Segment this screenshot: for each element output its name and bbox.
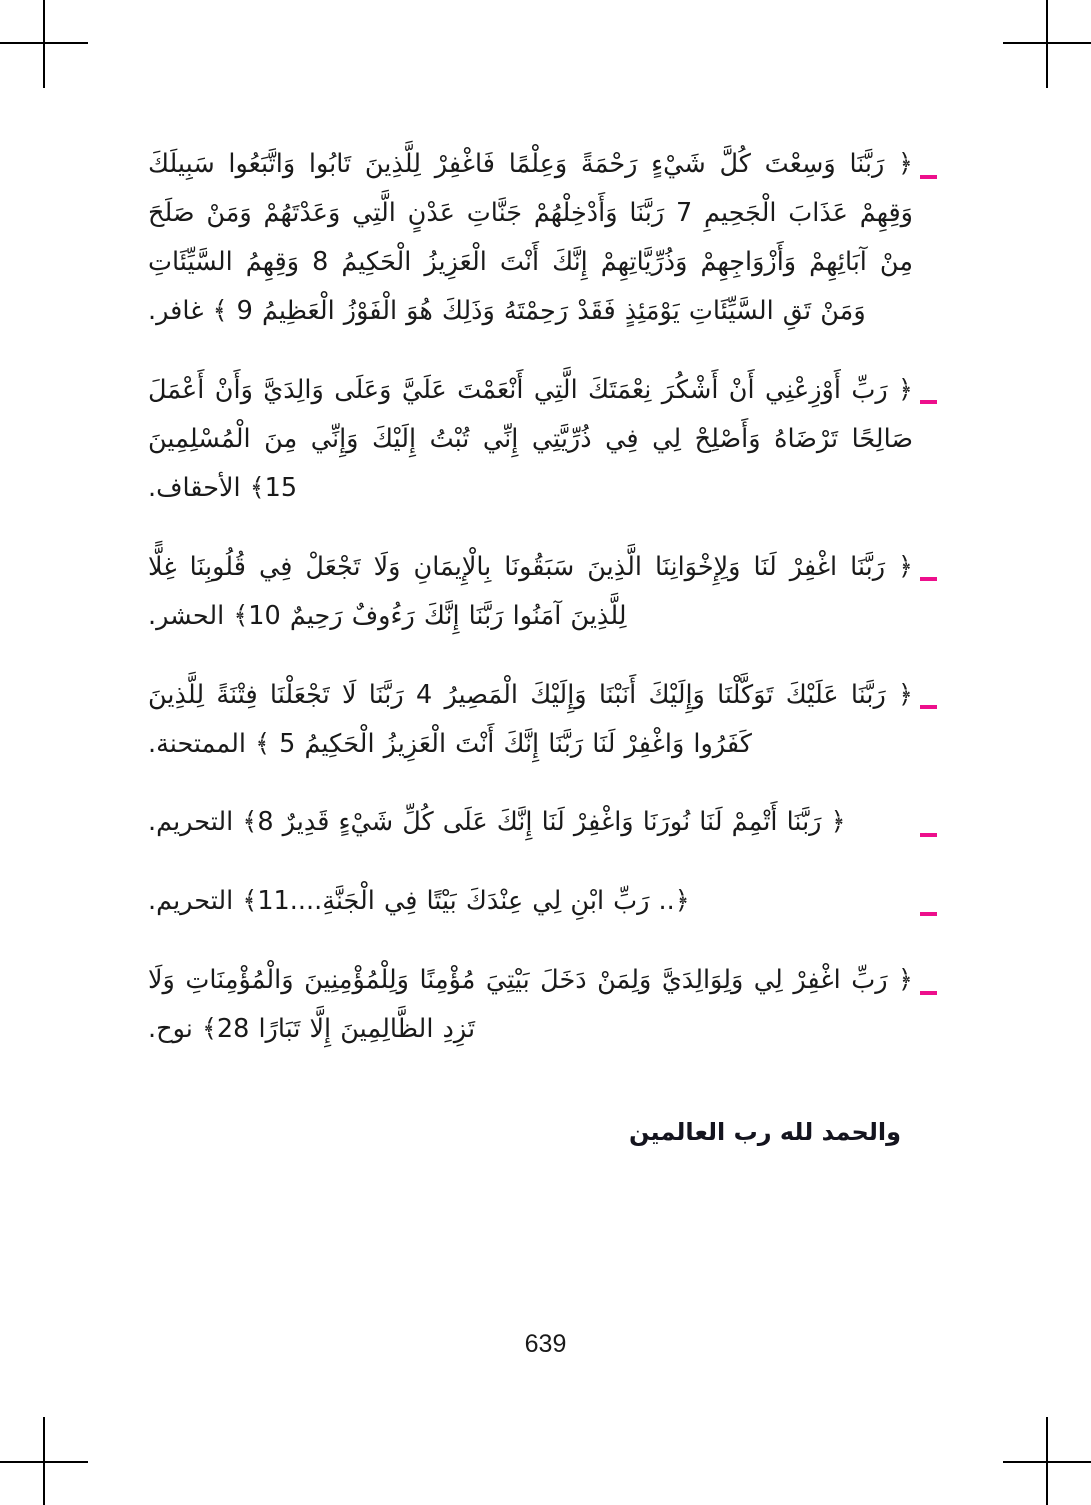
dua-bullet-marker <box>913 543 943 588</box>
dua-item <box>148 366 943 513</box>
dua-bullet-marker <box>913 877 943 922</box>
dash-bullet-icon <box>920 833 937 837</box>
dua-bullet-marker <box>913 671 943 716</box>
dua-item <box>148 140 943 336</box>
crop-mark-bottom-right-vertical <box>1046 1417 1048 1505</box>
dua-item <box>148 543 943 641</box>
dash-bullet-icon <box>920 912 937 916</box>
dua-text-nuh: ﴿ رَبِّ اغْفِرْ لِي وَلِوَالِدَيَّ وَلِمَنْ دَخَلَ بَيْتِيَ مُؤْمِنًا وَلِلْمُؤْمِنِينَ وَالْمُؤْمِنَاتِ وَلَا تَزِدِ الظَّالِمِينَ إِلَّا تَبَارًا 28﴾ نوح. <box>148 965 913 1045</box>
dua-bullet-marker <box>913 366 943 411</box>
dash-bullet-icon <box>920 400 937 404</box>
dua-item <box>148 877 943 926</box>
crop-mark-bottom-left-vertical <box>43 1417 45 1505</box>
dua-bullet-marker <box>913 140 943 185</box>
dash-bullet-icon <box>920 991 937 995</box>
dua-text-almumtahanah: ﴿ رَبَّنَا عَلَيْكَ تَوَكَّلْنَا وَإِلَيْكَ أَنَبْنَا وَإِلَيْكَ الْمَصِيرُ 4 رَبَّنَا لَا تَجْعَلْنَا فِتْنَةً لِلَّذِينَ كَفَرُوا وَاغْفِرْ لَنَا رَبَّنَا إِنَّكَ أَنْتَ الْعَزِيزُ الْحَكِيمُ 5 ﴾ الممتحنة. <box>148 679 913 759</box>
dash-bullet-icon <box>920 705 937 709</box>
closing-hamdala: والحمد لله رب العالمين <box>628 1118 901 1146</box>
crop-mark-top-right-vertical <box>1046 0 1048 88</box>
dua-text-alahqaf: ﴿ رَبِّ أَوْزِعْنِي أَنْ أَشْكُرَ نِعْمَتَكَ الَّتِي أَنْعَمْتَ عَلَيَّ وَعَلَى وَالِدَيَّ وَأَنْ أَعْمَلَ صَالِحًا تَرْضَاهُ وَأَصْلِحْ لِي فِي ذُرِّيَّتِي إِنِّي تُبْتُ إِلَيْكَ وَإِنِّي مِنَ الْمُسْلِمِينَ 15﴾ الأحقاف. <box>148 374 913 503</box>
dua-text-attahrim-11: ﴿.. رَبِّ ابْنِ لِي عِنْدَكَ بَيْتًا فِي الْجَنَّةِ....11﴾ التحريم. <box>148 886 690 917</box>
dash-bullet-icon <box>920 577 937 581</box>
dua-bullet-marker <box>913 798 943 843</box>
dua-text-ghafir: ﴿ رَبَّنَا وَسِعْتَ كُلَّ شَيْءٍ رَحْمَةً وَعِلْمًا فَاغْفِرْ لِلَّذِينَ تَابُوا وَاتَّبَعُوا سَبِيلَكَ وَقِهِمْ عَذَابَ الْجَحِيمِ 7 رَبَّنَا وَأَدْخِلْهُمْ جَنَّاتِ عَدْنٍ الَّتِي وَعَدْتَهُمْ وَمَنْ صَلَحَ مِنْ آبَائِهِمْ وَأَزْوَاجِهِمْ وَذُرِّيَّاتِهِمْ إِنَّكَ أَنْتَ الْعَزِيزُ الْحَكِيمُ 8 وَقِهِمُ السَّيِّئَاتِ وَمَنْ تَقِ السَّيِّئَاتِ يَوْمَئِذٍ فَقَدْ رَحِمْتَهُ وَذَلِكَ هُوَ الْفَوْزُ الْعَظِيمُ 9 ﴾ غافر. <box>148 149 913 326</box>
dua-text-alhashr: ﴿ رَبَّنَا اغْفِرْ لَنَا وَلِإِخْوَانِنَا الَّذِينَ سَبَقُونَا بِالْإِيمَانِ وَلَا تَجْعَلْ فِي قُلُوبِنَا غِلًّا لِلَّذِينَ آمَنُوا رَبَّنَا إِنَّكَ رَءُوفٌ رَحِيمٌ 10﴾ الحشر. <box>148 551 913 631</box>
page-number: 639 <box>524 1330 567 1358</box>
dua-item <box>148 798 943 847</box>
dash-bullet-icon <box>920 175 937 179</box>
dua-item <box>148 671 943 769</box>
dua-bullet-marker <box>913 956 943 1001</box>
dua-list <box>148 140 943 1084</box>
dua-item <box>148 956 943 1054</box>
crop-mark-top-left-vertical <box>43 0 45 88</box>
dua-text-attahrim-8: ﴿ رَبَّنَا أَتْمِمْ لَنَا نُورَنَا وَاغْفِرْ لَنَا إِنَّكَ عَلَى كُلِّ شَيْءٍ قَدِيرٌ 8﴾ التحريم. <box>148 807 846 838</box>
